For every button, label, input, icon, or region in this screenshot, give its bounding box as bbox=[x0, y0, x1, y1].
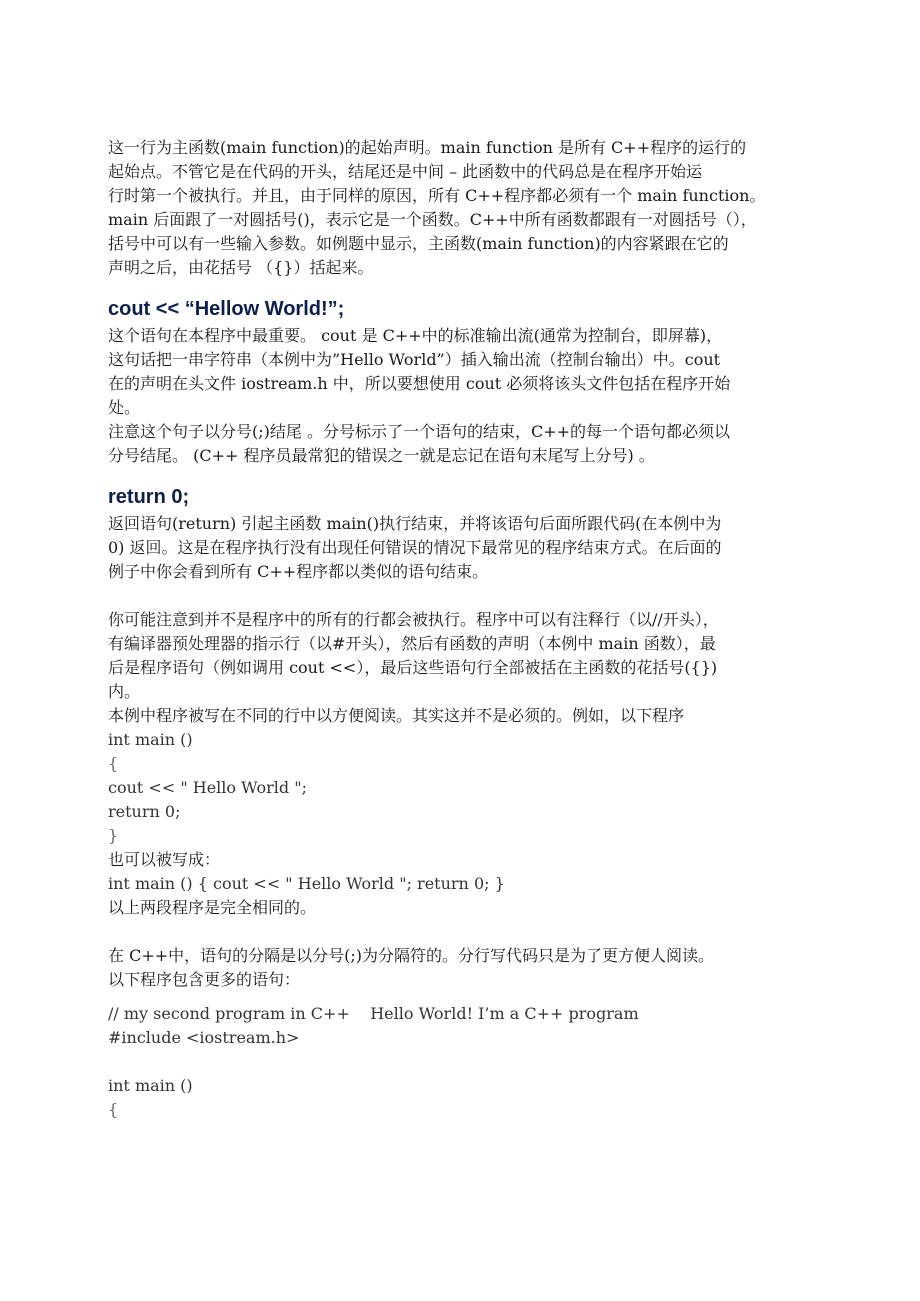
text-line: 这个语句在本程序中最重要。 cout 是 C++中的标准输出流(通常为控制台，即屏幕)， bbox=[108, 326, 723, 345]
code-oneline bbox=[108, 872, 814, 896]
text-line: 行时第一个被执行。并且，由于同样的原因，所有 C++程序都必须有一个 main function。 bbox=[108, 186, 766, 205]
intro-paragraph bbox=[108, 136, 814, 280]
code-line: cout << " Hello World "; bbox=[108, 778, 307, 797]
text-line: 处。 bbox=[108, 398, 141, 417]
code-line bbox=[108, 1050, 814, 1074]
notes-paragraph bbox=[108, 608, 814, 728]
text-line: 也可以被写成： bbox=[108, 850, 221, 869]
text-line: 本例中程序被写在不同的行中以方便阅读。其实这并不是必须的。例如，以下程序 bbox=[108, 706, 685, 725]
document-page bbox=[108, 136, 814, 1122]
code-block-2 bbox=[108, 1002, 814, 1122]
code-line: int main () bbox=[108, 1076, 193, 1095]
text-line: 你可能注意到并不是程序中的所有的行都会被执行。程序中可以有注释行（以//开头）， bbox=[108, 610, 719, 629]
code-line: { bbox=[108, 754, 119, 773]
text-line: 0) 返回。这是在程序执行没有出现任何错误的情况下最常见的程序结束方式。在后面的 bbox=[108, 538, 722, 557]
text-line: 有编译器预处理器的指示行（以#开头），然后有函数的声明（本例中 main 函数），最 bbox=[108, 634, 716, 653]
code-line: // my second program in C++ Hello World! I’m a C++ program bbox=[108, 1004, 639, 1023]
text-line: 内。 bbox=[108, 682, 141, 701]
cout-paragraph bbox=[108, 324, 814, 468]
text-line: 返回语句(return) 引起主函数 main()执行结束，并将该语句后面所跟代码(在本例中为 bbox=[108, 514, 722, 533]
code-block-1 bbox=[108, 728, 814, 848]
return-heading: return 0; bbox=[108, 486, 190, 508]
code-line: int main () bbox=[108, 730, 193, 749]
identical-note bbox=[108, 896, 814, 920]
separator-paragraph bbox=[108, 944, 814, 992]
text-line: 这一行为主函数(main function)的起始声明。main function 是所有 C++程序的运行的 bbox=[108, 138, 747, 157]
text-line: 声明之后，由花括号 （{}）括起来。 bbox=[108, 258, 374, 277]
code-line: #include <iostream.h> bbox=[108, 1028, 300, 1047]
text-line: 分号结尾。 (C++ 程序员最常犯的错误之一就是忘记在语句末尾写上分号) 。 bbox=[108, 446, 655, 465]
text-line: 以上两段程序是完全相同的。 bbox=[108, 898, 317, 917]
text-line: main 后面跟了一对圆括号()，表示它是一个函数。C++中所有函数都跟有一对圆括号（）， bbox=[108, 210, 757, 229]
code-line: } bbox=[108, 826, 119, 845]
text-line: 起始点。不管它是在代码的开头，结尾还是中间 – 此函数中的代码总是在程序开始运 bbox=[108, 162, 703, 181]
text-line: 后是程序语句（例如调用 cout <<），最后这些语句行全部被括在主函数的花括号({}) bbox=[108, 658, 718, 677]
return-paragraph bbox=[108, 512, 814, 584]
code-line: return 0; bbox=[108, 802, 181, 821]
text-line: 以下程序包含更多的语句： bbox=[108, 970, 301, 989]
code-line: { bbox=[108, 1100, 119, 1119]
also-written-line bbox=[108, 848, 814, 872]
code-line: int main () { cout << " Hello World "; return 0; } bbox=[108, 874, 505, 893]
text-line: 这句话把一串字符串（本例中为”Hello World”）插入输出流（控制台输出）中。cout bbox=[108, 350, 721, 369]
text-line: 注意这个句子以分号(;)结尾 。分号标示了一个语句的结束，C++的每一个语句都必须以 bbox=[108, 422, 731, 441]
text-line: 在的声明在头文件 iostream.h 中，所以要想使用 cout 必须将该头文件包括在程序开始 bbox=[108, 374, 731, 393]
text-line: 在 C++中，语句的分隔是以分号(;)为分隔符的。分行写代码只是为了更方便人阅读。 bbox=[108, 946, 715, 965]
text-line: 例子中你会看到所有 C++程序都以类似的语句结束。 bbox=[108, 562, 489, 581]
text-line: 括号中可以有一些输入参数。如例题中显示，主函数(main function)的内容紧跟在它的 bbox=[108, 234, 729, 253]
cout-heading: cout << “Hellow World!”; bbox=[108, 298, 345, 320]
